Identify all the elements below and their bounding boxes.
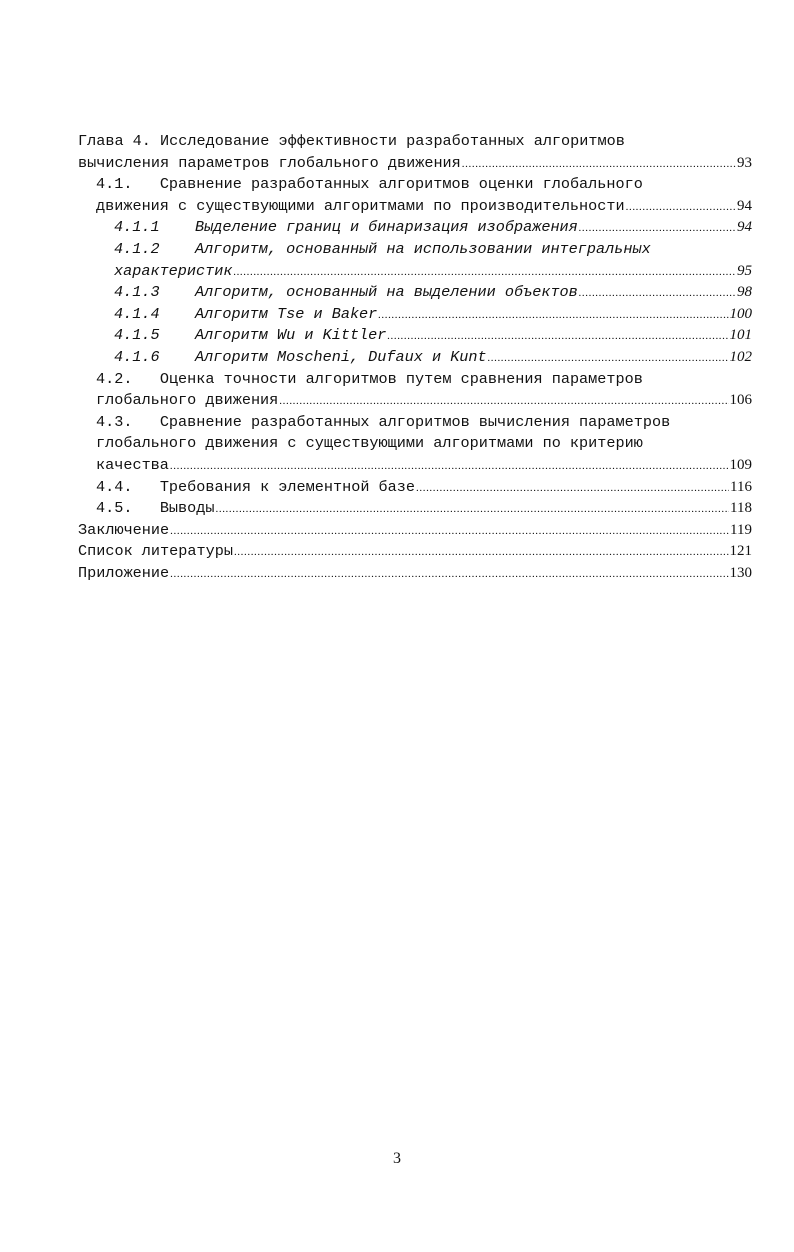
page-ref: 94 (737, 197, 752, 214)
toc-chapter-4: Глава 4. Исследование эффективности разработанных алгоритмов (78, 132, 625, 150)
page-ref: 116 (730, 478, 752, 495)
dot-leader (279, 391, 728, 405)
toc-section-4-1-1: 4.1.1 Выделение границ и бинаризация изображения ..... 94 (78, 217, 752, 239)
dot-leader (216, 499, 730, 513)
dot-leader (170, 456, 729, 470)
toc-section-4-4: 4.4. Требования к элементной базе ..... 116 (78, 477, 752, 499)
page-ref: 93 (737, 154, 752, 171)
dot-leader (378, 305, 728, 319)
toc-section-4-1-3: 4.1.3 Алгоритм, основанный на выделении объектов ..... 98 (78, 282, 752, 304)
dot-leader (462, 154, 736, 168)
toc-section-4-1-2: 4.1.2 Алгоритм, основанный на использовании интегральных (114, 239, 651, 258)
table-of-contents: Глава 4. Исследование эффективности разработанных алгоритмов вычисления параметров глобального движения ..... 93 4.1. Сравнение разработанных алгоритмов оценки глобального движения с существующими алгоритмами по производительности ..... 94 4.1.1 Выделение границ и бинаризация изображения ..... 94 4.1.2 Алгоритм, основанный на использовании интегральных характеристик ..... 95 4.1.3 Алгоритм, основанный на выделении объектов ..... 98 4.1.4 Алгоритм Tse и Baker ..... 100 4.1.5 Алгоритм Wu и Kittler ..... 101 4.1.6 Алгоритм Moscheni, Dufaux и Kunt ..... 102 4.2. Оценка точности алгоритмов путем сравнения параметров глобального движения ..... 106 4.3. Сравнение разработанных алгоритмов вычисления параметров глобального движения с существующими алгоритмами по критерию качества ..... 109 4.4. Требования к элементной базе ..... 116 4.5. Выводы ..... 118 Заключение ..... 119 Список литературы ..... 121 Приложение ..... 130 (78, 131, 752, 584)
page-ref: 130 (729, 564, 752, 581)
toc-section-4-1-5: 4.1.5 Алгоритм Wu и Kittler ..... 101 (78, 325, 752, 347)
dot-leader (488, 348, 729, 362)
page-ref: 106 (729, 392, 752, 409)
page-ref: 101 (729, 327, 752, 344)
page-ref: 102 (729, 348, 752, 365)
toc-references: Список литературы ..... 121 (78, 541, 752, 563)
toc-conclusion: Заключение ..... 119 (78, 520, 752, 542)
toc-section-4-1-4: 4.1.4 Алгоритм Tse и Baker ..... 100 (78, 304, 752, 326)
dot-leader (170, 564, 728, 578)
dot-leader (579, 283, 736, 297)
toc-section-4-2: 4.2. Оценка точности алгоритмов путем сравнения параметров (96, 369, 643, 388)
page-ref: 118 (730, 500, 752, 517)
dot-leader (387, 326, 728, 340)
page-ref: 95 (737, 262, 752, 279)
toc-section-4-3: 4.3. Сравнение разработанных алгоритмов вычисления параметров (96, 412, 671, 431)
page-ref: 100 (729, 305, 752, 322)
toc-section-4-1: 4.1. Сравнение разработанных алгоритмов оценки глобального (96, 175, 643, 194)
toc-section-4-5: 4.5. Выводы ..... 118 (78, 498, 752, 520)
dot-leader (170, 521, 729, 535)
page-ref: 94 (737, 219, 752, 236)
page-number: 3 (393, 1150, 401, 1167)
dot-leader (234, 542, 729, 556)
page-ref: 119 (730, 521, 752, 538)
toc-section-4-1-6: 4.1.6 Алгоритм Moscheni, Dufaux и Kunt ..... 102 (78, 347, 752, 369)
dot-leader (233, 262, 736, 276)
page-ref: 109 (729, 456, 752, 473)
page-ref: 121 (729, 543, 752, 560)
page-ref: 98 (737, 284, 752, 301)
toc-appendix: Приложение ..... 130 (78, 563, 752, 585)
dot-leader (626, 197, 736, 211)
dot-leader (416, 478, 729, 492)
dot-leader (579, 218, 736, 232)
